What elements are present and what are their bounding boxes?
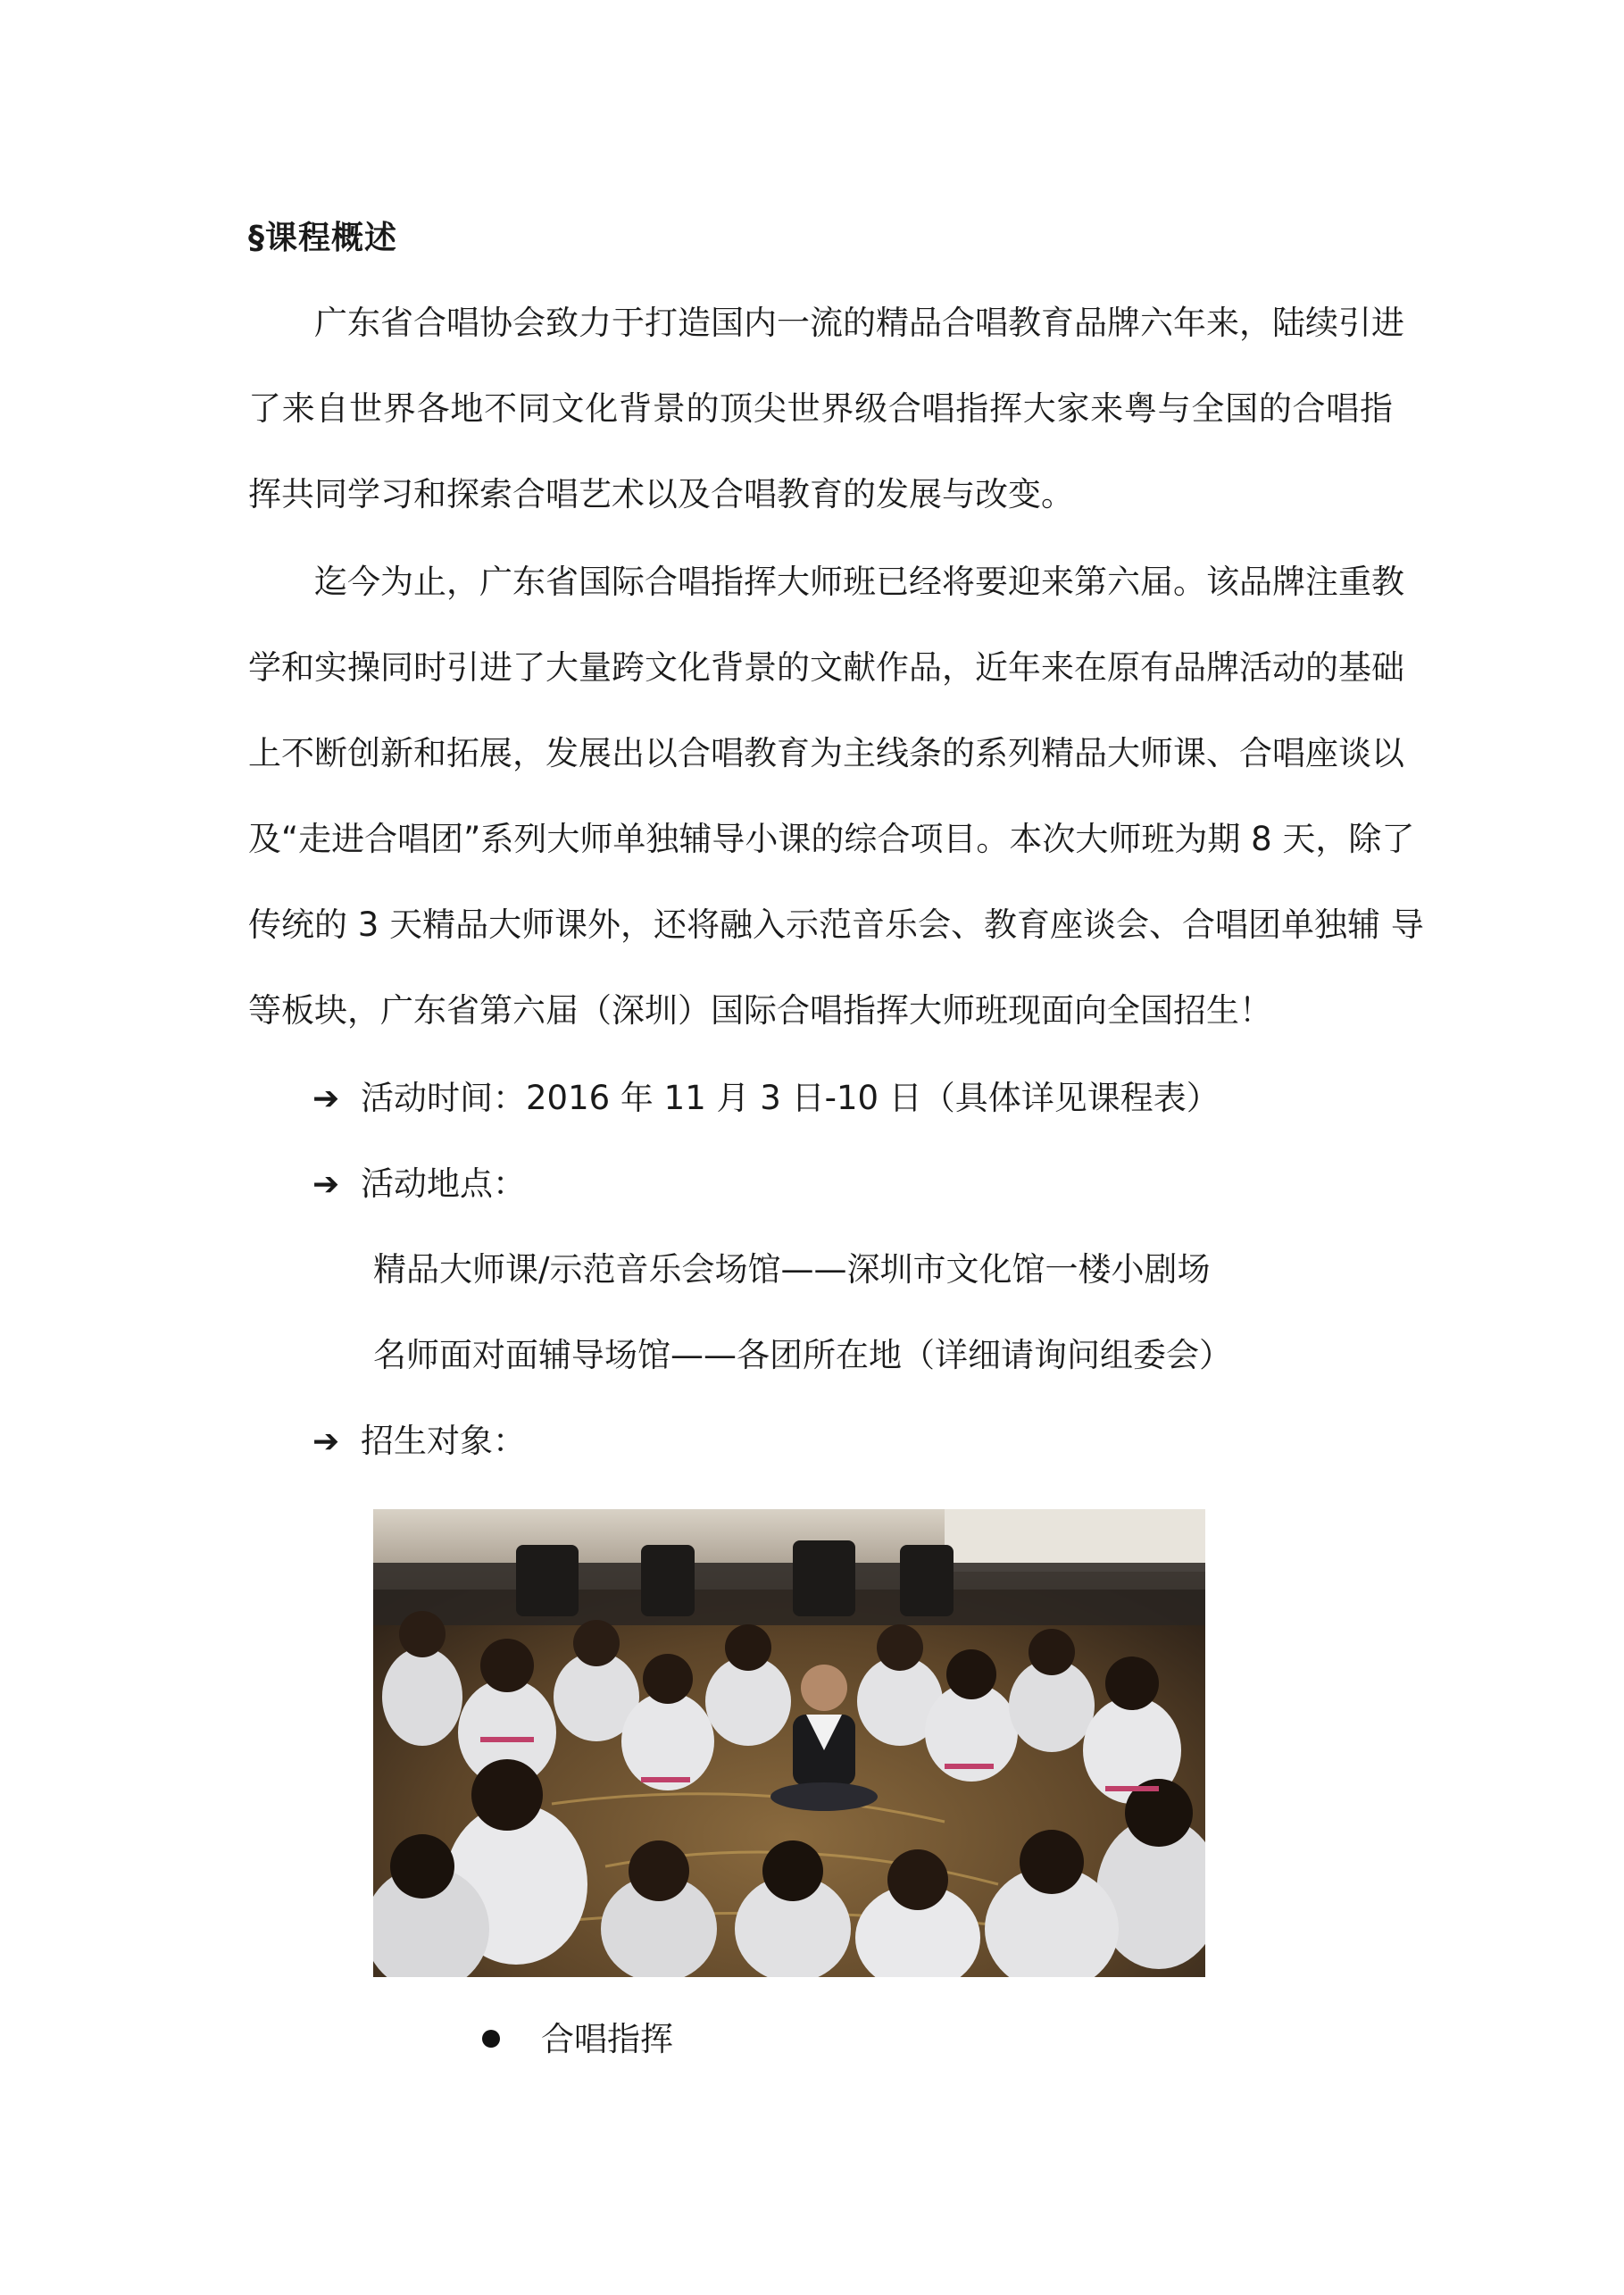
paragraph-line: 了来自世界各地不同文化背景的顶尖世界级合唱指挥大家来粤与全国的合唱指 xyxy=(248,389,1393,428)
venue-line: 名师面对面辅导场馆——各团所在地（详细请询问组委会） xyxy=(373,1336,1232,1374)
enrollment-target-item xyxy=(312,1415,526,1468)
arrow-right-icon: ➔ xyxy=(312,1081,340,1117)
intro-paragraph xyxy=(248,280,1404,538)
paragraph-line: 及“走进合唱团”系列大师单独辅导小课的综合项目。本次大师班为期 8 天，除了 xyxy=(248,820,1415,858)
arrow-right-icon: ➔ xyxy=(312,1423,340,1460)
bullet-item-text: 合唱指挥 xyxy=(541,2020,673,2058)
paragraph-line: 广东省合唱协会致力于打造国内一流的精品合唱教育品牌六年来，陆续引进 xyxy=(314,304,1404,342)
enrollment-target-label: 招生对象： xyxy=(361,1422,526,1460)
paragraph-line: 迄今为止，广东省国际合唱指挥大师班已经将要迎来第六届。该品牌注重教 xyxy=(314,563,1404,601)
history-paragraph xyxy=(248,539,1424,1054)
event-time-item xyxy=(312,1072,1220,1125)
bullet-item xyxy=(482,2013,673,2066)
choir-workshop-photo xyxy=(373,1509,1205,1977)
event-location-label: 活动地点： xyxy=(361,1164,526,1203)
paragraph-line: 挥共同学习和探索合唱艺术以及合唱教育的发展与改变。 xyxy=(248,475,1074,513)
venue-line: 精品大师课/示范音乐会场馆——深圳市文化馆一楼小剧场 xyxy=(373,1250,1211,1289)
section-heading: §课程概述 xyxy=(248,220,398,256)
bullet-dot-icon xyxy=(482,2030,500,2048)
event-location-item xyxy=(312,1157,526,1211)
event-time-text: 活动时间：2016 年 11 月 3 日-10 日（具体详见课程表） xyxy=(361,1079,1220,1117)
paragraph-line: 学和实操同时引进了大量跨文化背景的文献作品，近年来在原有品牌活动的基础 xyxy=(248,648,1404,687)
paragraph-line: 传统的 3 天精品大师课外，还将融入示范音乐会、教育座谈会、合唱团单独辅 导 xyxy=(248,905,1424,944)
paragraph-line: 上不断创新和拓展，发展出以合唱教育为主线条的系列精品大师课、合唱座谈以 xyxy=(248,734,1404,772)
paragraph-line: 等板块，广东省第六届（深圳）国际合唱指挥大师班现面向全国招生！ xyxy=(248,991,1272,1030)
arrow-right-icon: ➔ xyxy=(312,1166,340,1203)
